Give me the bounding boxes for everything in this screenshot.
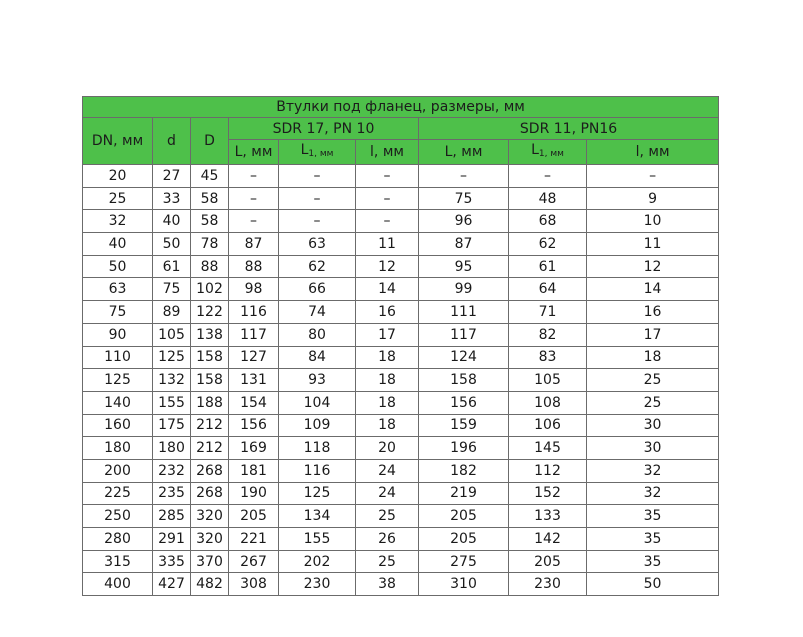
- table-cell: 88: [229, 255, 279, 278]
- table-cell: 17: [356, 323, 419, 346]
- table-cell: 275: [419, 550, 509, 573]
- table-cell: 116: [279, 459, 356, 482]
- table-cell: 133: [509, 505, 587, 528]
- table-cell: 117: [229, 323, 279, 346]
- table-cell: 12: [587, 255, 719, 278]
- table-cell: 30: [587, 414, 719, 437]
- table-row: [83, 550, 719, 573]
- table-container: [82, 96, 718, 596]
- table-cell: 18: [356, 346, 419, 369]
- table-cell: 18: [356, 414, 419, 437]
- table-cell: 40: [83, 233, 153, 256]
- table-cell: 30: [587, 437, 719, 460]
- table-cell: 158: [191, 369, 229, 392]
- table-cell: 62: [509, 233, 587, 256]
- table-row: [83, 505, 719, 528]
- table-cell: 125: [83, 369, 153, 392]
- header-l1-sub: 1, мм: [538, 149, 564, 159]
- table-cell: 25: [587, 369, 719, 392]
- header-d-large: D: [191, 118, 229, 165]
- table-cell: 160: [83, 414, 153, 437]
- table-cell: 134: [279, 505, 356, 528]
- table-cell: –: [229, 187, 279, 210]
- table-cell: 87: [419, 233, 509, 256]
- table-cell: 32: [83, 210, 153, 233]
- table-cell: 16: [587, 301, 719, 324]
- table-body: [83, 165, 719, 596]
- table-cell: 268: [191, 482, 229, 505]
- table-cell: 154: [229, 391, 279, 414]
- table-cell: 111: [419, 301, 509, 324]
- table-cell: 225: [83, 482, 153, 505]
- table-cell: 124: [419, 346, 509, 369]
- table-cell: 400: [83, 573, 153, 596]
- table-cell: 71: [509, 301, 587, 324]
- table-cell: 102: [191, 278, 229, 301]
- table-row: [83, 210, 719, 233]
- table-cell: 87: [229, 233, 279, 256]
- table-row: [83, 528, 719, 551]
- table-cell: 335: [153, 550, 191, 573]
- table-cell: 175: [153, 414, 191, 437]
- table-cell: 61: [509, 255, 587, 278]
- table-cell: 45: [191, 165, 229, 188]
- table-cell: –: [356, 165, 419, 188]
- table-cell: 142: [509, 528, 587, 551]
- table-cell: 140: [83, 391, 153, 414]
- table-cell: 122: [191, 301, 229, 324]
- table-row: [83, 437, 719, 460]
- header-l1-sdr17: [279, 140, 356, 165]
- table-cell: 32: [587, 459, 719, 482]
- table-cell: 219: [419, 482, 509, 505]
- table-cell: 75: [153, 278, 191, 301]
- table-cell: 427: [153, 573, 191, 596]
- table-cell: 482: [191, 573, 229, 596]
- table-cell: 9: [587, 187, 719, 210]
- table-cell: 181: [229, 459, 279, 482]
- table-cell: –: [356, 187, 419, 210]
- table-cell: 20: [83, 165, 153, 188]
- table-cell: 17: [587, 323, 719, 346]
- table-cell: 105: [509, 369, 587, 392]
- table-cell: 180: [83, 437, 153, 460]
- table-cell: 232: [153, 459, 191, 482]
- table-cell: 196: [419, 437, 509, 460]
- table-cell: 14: [587, 278, 719, 301]
- table-cell: 285: [153, 505, 191, 528]
- table-cell: 125: [279, 482, 356, 505]
- table-cell: 205: [229, 505, 279, 528]
- table-cell: 10: [587, 210, 719, 233]
- table-cell: 291: [153, 528, 191, 551]
- header-small-l-sdr11: l, мм: [587, 140, 719, 165]
- table-cell: 50: [153, 233, 191, 256]
- table-cell: 18: [356, 391, 419, 414]
- table-cell: 50: [587, 573, 719, 596]
- table-cell: 125: [153, 346, 191, 369]
- table-cell: 152: [509, 482, 587, 505]
- table-cell: 12: [356, 255, 419, 278]
- table-row: [83, 255, 719, 278]
- table-cell: 159: [419, 414, 509, 437]
- table-cell: 190: [229, 482, 279, 505]
- table-row: [83, 301, 719, 324]
- table-cell: 267: [229, 550, 279, 573]
- table-row: [83, 414, 719, 437]
- table-cell: 18: [587, 346, 719, 369]
- table-row: [83, 346, 719, 369]
- table-cell: 68: [509, 210, 587, 233]
- table-cell: 117: [419, 323, 509, 346]
- table-cell: –: [509, 165, 587, 188]
- table-cell: 155: [153, 391, 191, 414]
- table-cell: 33: [153, 187, 191, 210]
- table-cell: 158: [419, 369, 509, 392]
- header-l1-sdr11: [509, 140, 587, 165]
- table-cell: 188: [191, 391, 229, 414]
- table-cell: 90: [83, 323, 153, 346]
- table-row: [83, 165, 719, 188]
- table-cell: 320: [191, 505, 229, 528]
- table-cell: 62: [279, 255, 356, 278]
- table-cell: 58: [191, 187, 229, 210]
- table-row: [83, 391, 719, 414]
- header-l-sdr17: L, мм: [229, 140, 279, 165]
- header-l1-main: L: [531, 142, 539, 158]
- table-cell: 25: [83, 187, 153, 210]
- table-cell: 75: [83, 301, 153, 324]
- table-row: [83, 369, 719, 392]
- header-group-sdr17: SDR 17, PN 10: [229, 118, 419, 140]
- table-cell: 104: [279, 391, 356, 414]
- table-cell: –: [229, 210, 279, 233]
- table-cell: 105: [153, 323, 191, 346]
- table-cell: 145: [509, 437, 587, 460]
- header-small-l-sdr17: l, мм: [356, 140, 419, 165]
- table-cell: 26: [356, 528, 419, 551]
- table-cell: 25: [356, 550, 419, 573]
- table-cell: 98: [229, 278, 279, 301]
- table-cell: 132: [153, 369, 191, 392]
- table-cell: 268: [191, 459, 229, 482]
- table-cell: –: [279, 187, 356, 210]
- table-cell: 88: [191, 255, 229, 278]
- table-cell: 64: [509, 278, 587, 301]
- table-cell: 78: [191, 233, 229, 256]
- header-d-small: d: [153, 118, 191, 165]
- table-row: [83, 459, 719, 482]
- table-cell: 230: [279, 573, 356, 596]
- table-cell: –: [587, 165, 719, 188]
- table-cell: 127: [229, 346, 279, 369]
- table-cell: 250: [83, 505, 153, 528]
- table-cell: 116: [229, 301, 279, 324]
- table-cell: 58: [191, 210, 229, 233]
- table-cell: –: [356, 210, 419, 233]
- table-cell: 112: [509, 459, 587, 482]
- table-cell: 205: [419, 505, 509, 528]
- table-cell: 109: [279, 414, 356, 437]
- table-cell: 84: [279, 346, 356, 369]
- table-cell: 24: [356, 459, 419, 482]
- table-row: [83, 278, 719, 301]
- table-cell: 80: [279, 323, 356, 346]
- table-cell: 48: [509, 187, 587, 210]
- table-cell: 230: [509, 573, 587, 596]
- table-cell: 35: [587, 505, 719, 528]
- table-cell: 11: [587, 233, 719, 256]
- table-row: [83, 573, 719, 596]
- table-cell: 50: [83, 255, 153, 278]
- table-cell: 27: [153, 165, 191, 188]
- table-cell: 315: [83, 550, 153, 573]
- table-cell: 40: [153, 210, 191, 233]
- table-cell: 35: [587, 528, 719, 551]
- table-cell: 235: [153, 482, 191, 505]
- table-cell: 18: [356, 369, 419, 392]
- table-cell: 221: [229, 528, 279, 551]
- table-cell: 108: [509, 391, 587, 414]
- table-cell: 138: [191, 323, 229, 346]
- table-row: [83, 233, 719, 256]
- table-cell: 212: [191, 414, 229, 437]
- table-cell: 14: [356, 278, 419, 301]
- table-cell: 38: [356, 573, 419, 596]
- table-cell: 20: [356, 437, 419, 460]
- table-row: [83, 482, 719, 505]
- header-group-sdr11: SDR 11, PN16: [419, 118, 719, 140]
- table-cell: –: [279, 165, 356, 188]
- table-cell: 205: [419, 528, 509, 551]
- table-cell: 156: [419, 391, 509, 414]
- table-cell: 310: [419, 573, 509, 596]
- table-cell: 82: [509, 323, 587, 346]
- table-cell: 35: [587, 550, 719, 573]
- header-l1-main: L: [300, 142, 309, 158]
- header-l1-sub: 1, мм: [308, 149, 334, 159]
- table-cell: 25: [587, 391, 719, 414]
- table-cell: 155: [279, 528, 356, 551]
- flange-bushings-table: [82, 96, 719, 596]
- table-cell: 131: [229, 369, 279, 392]
- table-cell: 89: [153, 301, 191, 324]
- table-cell: 370: [191, 550, 229, 573]
- table-cell: 61: [153, 255, 191, 278]
- table-cell: 158: [191, 346, 229, 369]
- table-cell: 93: [279, 369, 356, 392]
- table-cell: 110: [83, 346, 153, 369]
- table-cell: 24: [356, 482, 419, 505]
- table-cell: 180: [153, 437, 191, 460]
- header-dn: DN, мм: [83, 118, 153, 165]
- table-row: [83, 323, 719, 346]
- table-cell: 16: [356, 301, 419, 324]
- table-cell: 308: [229, 573, 279, 596]
- table-cell: 106: [509, 414, 587, 437]
- table-cell: 212: [191, 437, 229, 460]
- table-cell: –: [229, 165, 279, 188]
- table-cell: 182: [419, 459, 509, 482]
- table-row: [83, 187, 719, 210]
- table-cell: 205: [509, 550, 587, 573]
- table-cell: 200: [83, 459, 153, 482]
- table-cell: 202: [279, 550, 356, 573]
- table-cell: 75: [419, 187, 509, 210]
- table-cell: 95: [419, 255, 509, 278]
- table-cell: 169: [229, 437, 279, 460]
- table-cell: 66: [279, 278, 356, 301]
- table-title: Втулки под фланец, размеры, мм: [83, 97, 719, 118]
- table-cell: 11: [356, 233, 419, 256]
- table-cell: 25: [356, 505, 419, 528]
- header-l-sdr11: L, мм: [419, 140, 509, 165]
- table-cell: 63: [83, 278, 153, 301]
- table-cell: –: [419, 165, 509, 188]
- table-cell: 156: [229, 414, 279, 437]
- table-cell: 118: [279, 437, 356, 460]
- table-cell: 99: [419, 278, 509, 301]
- table-cell: 63: [279, 233, 356, 256]
- table-cell: –: [279, 210, 356, 233]
- table-cell: 280: [83, 528, 153, 551]
- table-cell: 32: [587, 482, 719, 505]
- table-cell: 83: [509, 346, 587, 369]
- table-cell: 96: [419, 210, 509, 233]
- table-cell: 74: [279, 301, 356, 324]
- table-cell: 320: [191, 528, 229, 551]
